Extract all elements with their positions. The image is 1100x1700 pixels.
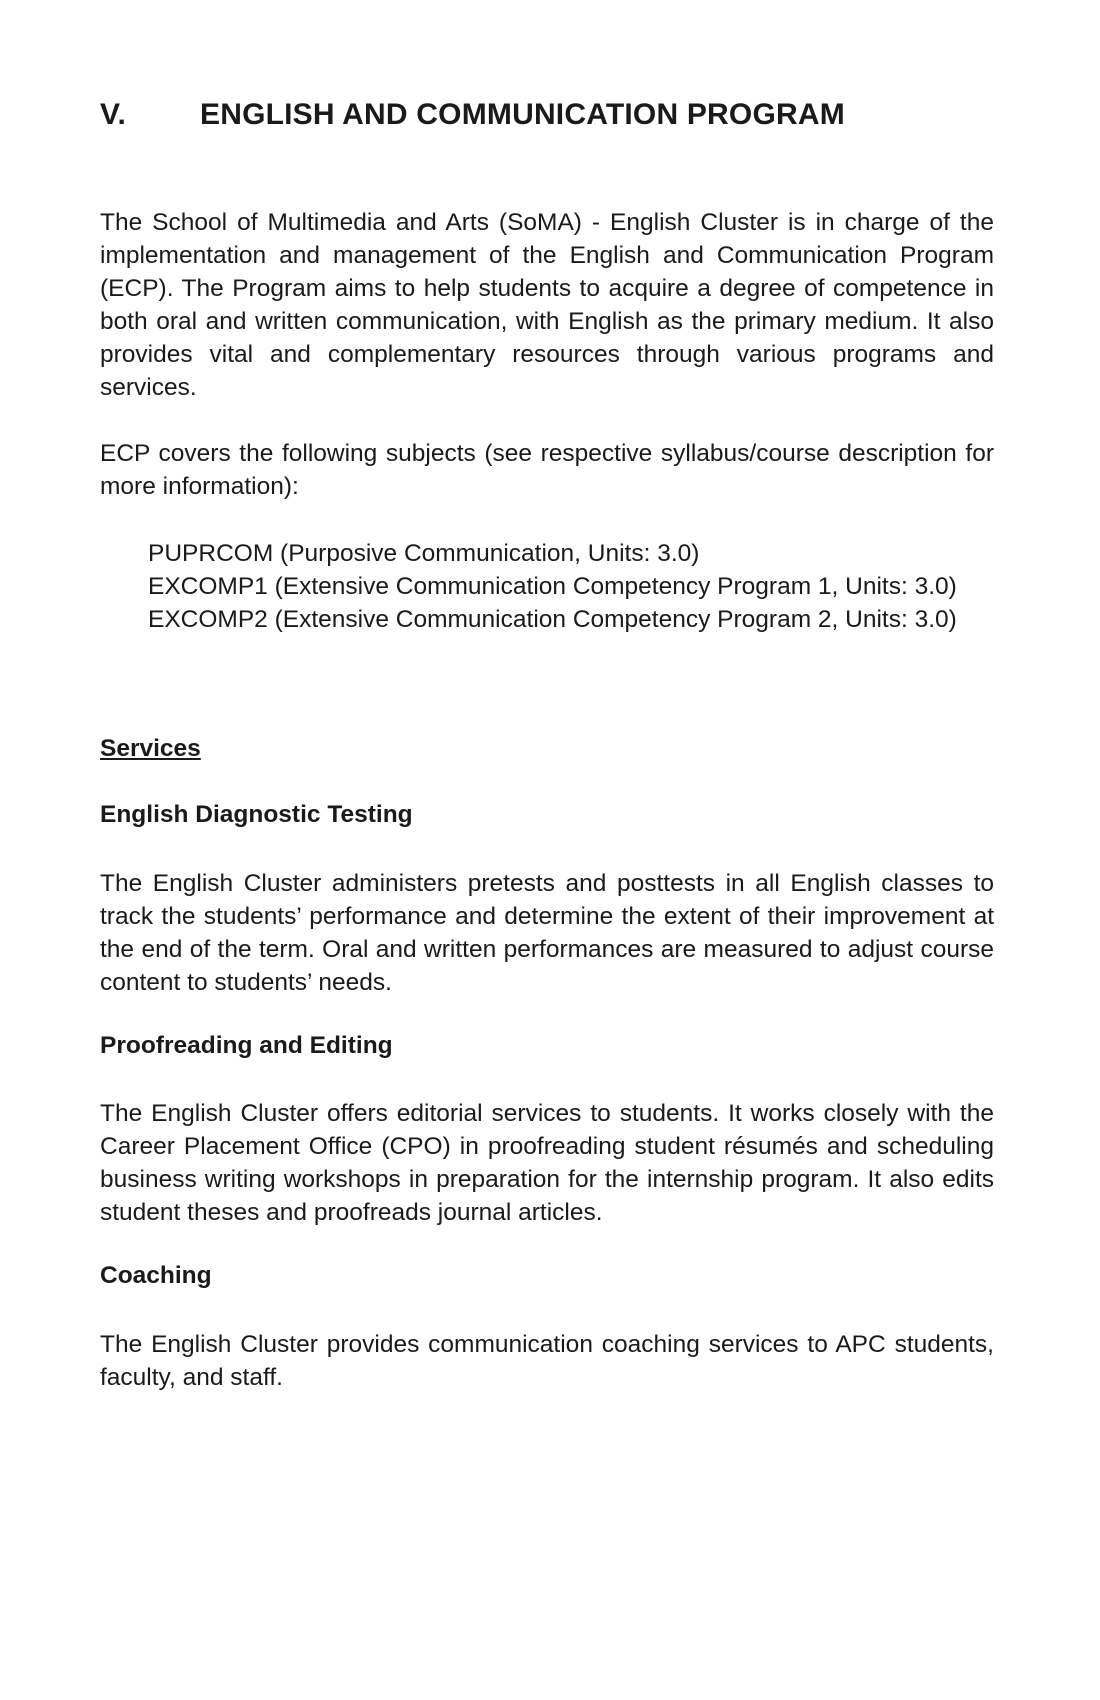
service-block-coaching [100, 1328, 994, 1394]
subject-list [148, 537, 994, 636]
covers-block [100, 437, 994, 503]
service-heading-diagnostic-testing: English Diagnostic Testing [100, 801, 413, 828]
service-block-proofreading [100, 1097, 994, 1229]
service-heading-proofreading: Proofreading and Editing [100, 1032, 393, 1059]
intro-block [100, 206, 994, 404]
section-title: ENGLISH AND COMMUNICATION PROGRAM [200, 98, 845, 131]
services-title: Services [100, 735, 201, 762]
service-text-diagnostic-testing: The English Cluster administers pretests and posttests in all English classes to track the students’ performance and determine the extent of their improvement at the end of the term. Oral and written performances are measured to adjust course content to students’ needs. [100, 870, 994, 996]
service-heading-coaching: Coaching [100, 1262, 212, 1289]
service-text-proofreading: The English Cluster offers editorial services to students. It works closely with the Career Placement Office (CPO) in proofreading student résumés and scheduling business writing workshops in preparation for the internship program. It also edits student theses and proofreads journal articles. [100, 1100, 994, 1226]
service-text-coaching: The English Cluster provides communication coaching services to APC students, faculty, and staff. [100, 1331, 994, 1391]
subject-item-excomp1: EXCOMP1 (Extensive Communication Competency Program 1, Units: 3.0) [148, 573, 957, 600]
subject-item-puprcom: PUPRCOM (Purposive Communication, Units: 3.0) [148, 540, 700, 567]
subject-list-text [148, 537, 994, 636]
section-number: V. [100, 98, 126, 131]
service-block-diagnostic-testing [100, 867, 994, 999]
covers-paragraph: ECP covers the following subjects (see respective syllabus/course description for more information): [100, 440, 994, 500]
section-heading [100, 98, 994, 132]
intro-paragraph: The School of Multimedia and Arts (SoMA) - English Cluster is in charge of the implementation and management of the English and Communication Program (ECP). The Program aims to help students to acquire a degree of competence in both oral and written communication, with English as the primary medium. It also provides vital and complementary resources through various programs and services. [100, 209, 994, 401]
subject-item-excomp2: EXCOMP2 (Extensive Communication Competency Program 2, Units: 3.0) [148, 606, 957, 633]
